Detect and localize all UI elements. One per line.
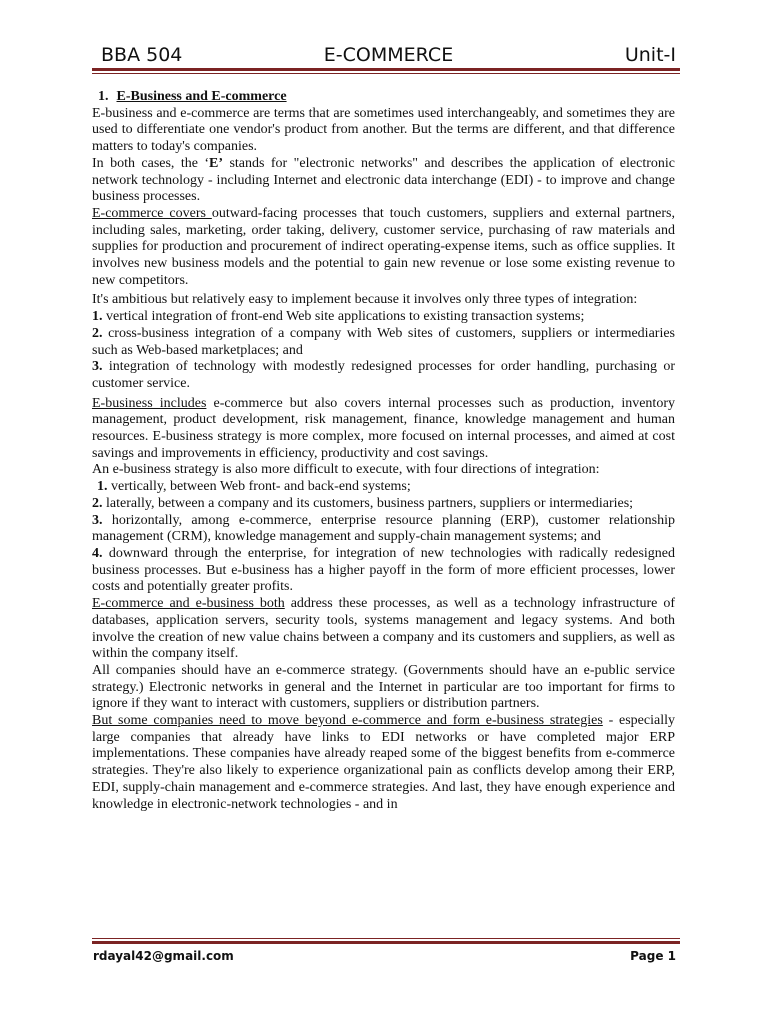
header-rule-thin <box>92 73 680 74</box>
list-item <box>92 513 675 546</box>
paragraph-text: E-business and e-commerce are terms that are sometimes used interchangeably, and sometimes they are used to differentiate one vendor's product from another. But the terms are different, and that difference matters to today's companies. <box>92 105 675 155</box>
paragraph-text: stands for "electronic networks" and describes the application of electronic network technology - including Internet and electronic data interchange (EDI) - to improve and change business processes. <box>92 155 675 205</box>
list-number: 2. <box>92 325 103 341</box>
list-number: 3. <box>92 512 103 528</box>
list-number: 1. <box>92 309 103 325</box>
list-text: vertically, between Web front- and back-end systems; <box>107 479 411 495</box>
footer-rule-thick <box>92 941 680 944</box>
page-header <box>97 40 680 70</box>
underlined-term: E-business includes <box>92 395 207 411</box>
paragraph <box>92 713 675 813</box>
paragraph-text: It's ambitious but relatively easy to implement because it involves only three types of integration: <box>92 292 638 308</box>
paragraph-text: e-commerce but also covers internal processes such as production, inventory management, product development, risk management, finance, knowledge management and human resources. E-business strategy is more complex, more focused on internal processes, and aimed at cost savings and improvements in efficiency, productivity and cost savings. <box>92 395 675 461</box>
list-text: integration of technology with modestly redesigned processes for order handling, purchasing or customer service. <box>92 359 675 391</box>
paragraph <box>92 206 675 290</box>
header-rule-thick <box>92 68 680 71</box>
underlined-term: But some companies need to move beyond e-commerce and form e-business strategies <box>92 713 603 729</box>
paragraph <box>92 663 675 713</box>
paragraph-text: In both cases, the ‘ <box>92 155 210 171</box>
list-text: vertical integration of front-end Web site applications to existing transaction systems; <box>102 309 585 325</box>
list-text: downward through the enterprise, for integration of new technologies with radically redesigned business processes. But e-business has a higher payoff in the form of more efficient processes, lower costs and potentially greater profits. <box>92 545 675 595</box>
list-item <box>92 359 675 392</box>
author-email: rdayal42@gmail.com <box>93 949 234 963</box>
paragraph-text: An e-business strategy is also more difficult to execute, with four directions of integration: <box>92 462 600 478</box>
paragraph <box>92 292 675 309</box>
list-item <box>92 309 675 326</box>
footer-rule-thin <box>92 938 680 939</box>
list-text: cross-business integration of a company with Web sites of customers, suppliers or intermediaries such as Web-based marketplaces; and <box>92 325 675 358</box>
paragraph <box>92 106 675 156</box>
paragraph <box>92 462 675 479</box>
paragraph-text: address these processes, as well as a technology infrastructure of databases, application servers, security tools, systems management and legacy systems. And both involve the creation of new value chains between a company and its customers and suppliers, as well as within the company itself. <box>92 596 675 662</box>
page-footer <box>92 949 680 967</box>
list-number: 3. <box>92 359 103 375</box>
paragraph-text: All companies should have an e-commerce strategy. (Governments should have an e-public service strategy.) Electronic networks in general and the Internet in particular are too important for firms to ignore if they want to interact with customers, suppliers or distribution partners. <box>92 662 675 712</box>
list-item <box>92 479 675 496</box>
paragraph-text: outward-facing processes that touch customers, suppliers and external partners, including sales, marketing, order taking, delivery, customer service, purchasing of raw materials and supplies for production and procurement of indirect operating-expense items, such as office supplies. It involves new business models and the potential to gain new revenue or lose some existing revenue to new competitors. <box>92 205 675 288</box>
list-number: 1. <box>97 479 108 495</box>
emphasis-e: E’ <box>209 155 224 171</box>
list-text: horizontally, among e-commerce, enterprise resource planning (ERP), customer relationship management (CRM), knowledge management and supply-chain management systems; and <box>92 512 675 545</box>
list-text: laterally, between a company and its customers, business partners, suppliers or intermediaries; <box>102 495 634 511</box>
course-code: BBA 504 <box>101 44 183 66</box>
list-number: 4. <box>92 545 103 561</box>
list-item <box>92 326 675 359</box>
list-item <box>92 496 675 513</box>
document-body <box>92 89 675 813</box>
underlined-term: E-commerce and e-business both <box>92 596 285 612</box>
section-title: E-Business and E-commerce <box>116 89 287 104</box>
page-number: Page 1 <box>630 949 676 963</box>
paragraph <box>92 156 675 206</box>
paragraph-text: - especially large companies that already have links to EDI networks or have completed major ERP implementations. These companies have already reaped some of the biggest benefits from e-commerce strategies. They're also likely to experience organizational pain as conflicts develop among their ERP, EDI, supply-chain management and e-commerce strategies. And last, they have enough experience and knowledge in electronic-network technologies - and in <box>92 713 675 812</box>
section-number: 1. <box>98 89 109 104</box>
subject-title: E-COMMERCE <box>323 44 454 66</box>
paragraph <box>92 396 675 463</box>
section-heading <box>92 89 675 106</box>
underlined-term: E-commerce covers <box>92 205 212 221</box>
list-number: 2. <box>92 495 103 511</box>
list-item <box>92 546 675 596</box>
unit-label: Unit-I <box>624 44 676 66</box>
paragraph <box>92 596 675 663</box>
